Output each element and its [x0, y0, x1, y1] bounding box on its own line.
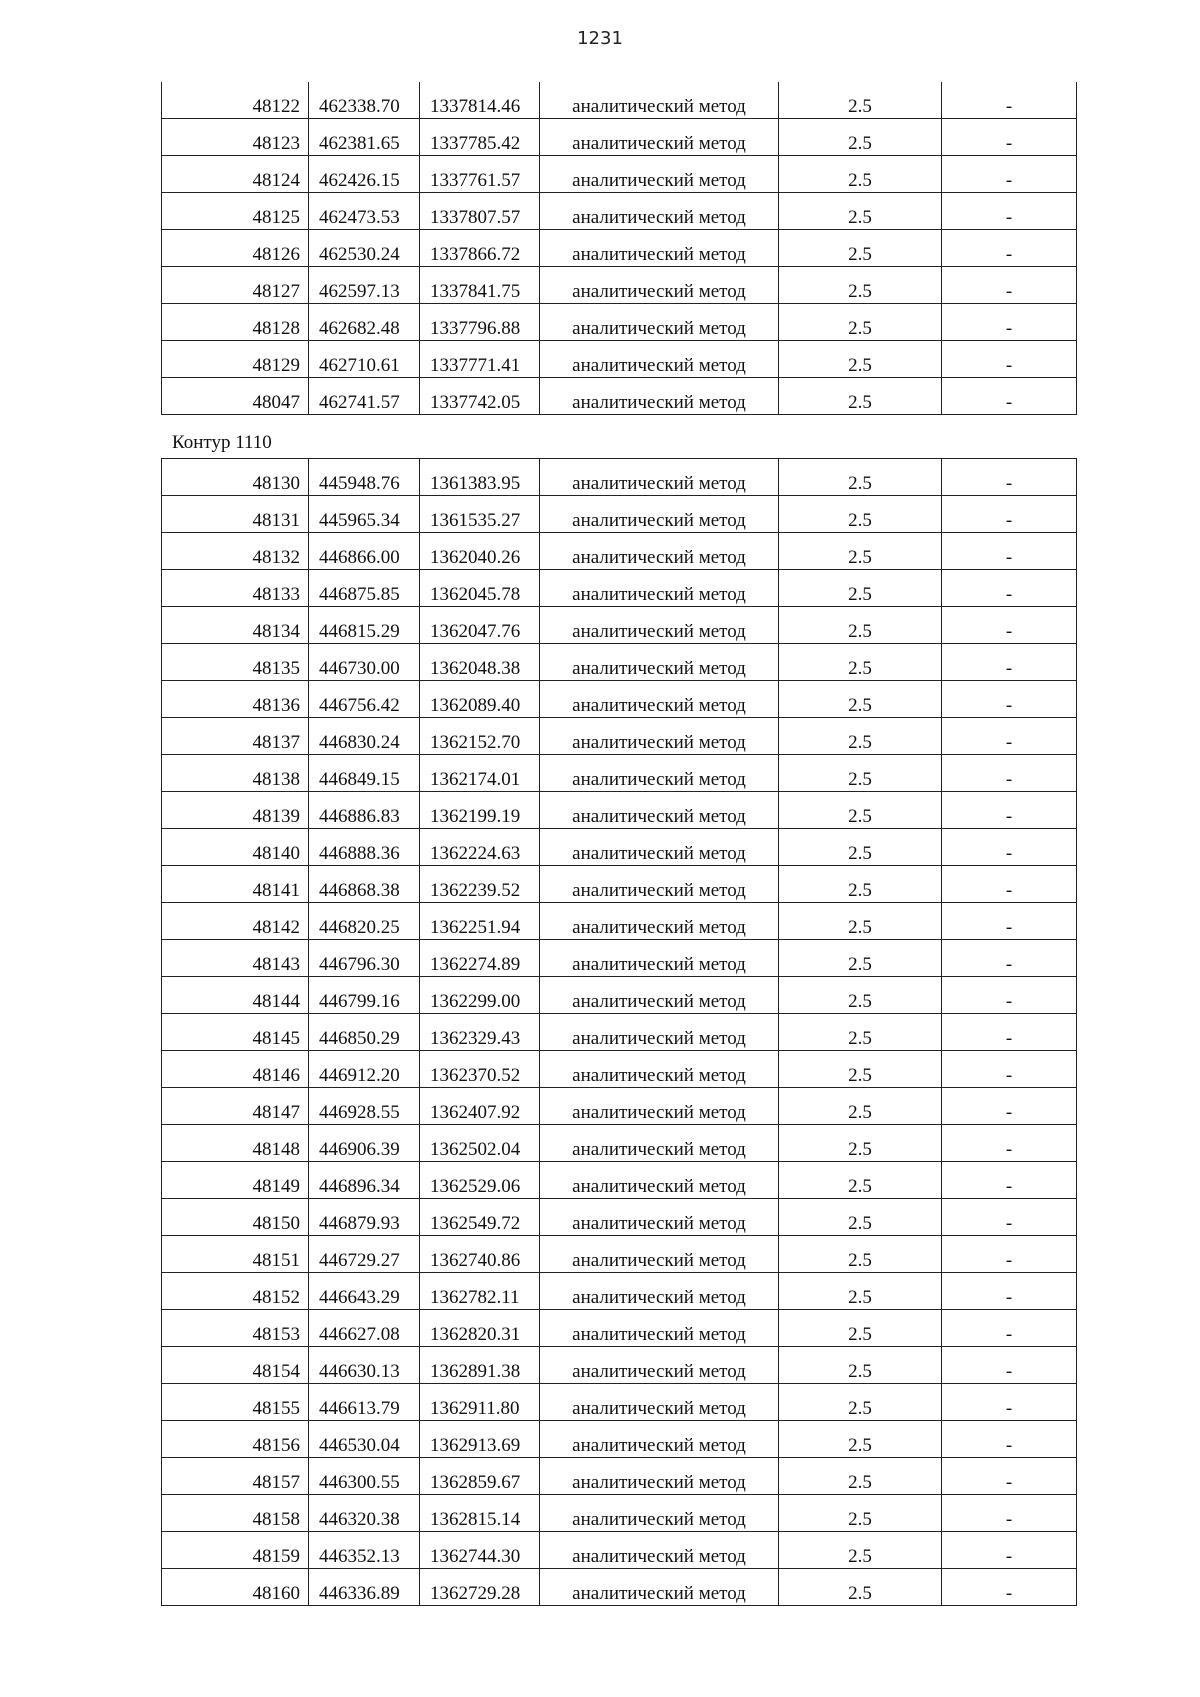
description-cell: - [942, 533, 1077, 570]
y-coordinate-cell: 1361383.95 [420, 459, 540, 496]
method-cell: аналитический метод [540, 792, 779, 829]
method-cell: аналитический метод [540, 341, 779, 378]
method-cell: аналитический метод [540, 1014, 779, 1051]
x-coordinate-cell: 446643.29 [309, 1273, 420, 1310]
method-cell: аналитический метод [540, 459, 779, 496]
y-coordinate-cell: 1362815.14 [420, 1495, 540, 1532]
table-row [162, 1421, 1077, 1458]
point-number-cell: 48142 [162, 903, 309, 940]
table-row [162, 1051, 1077, 1088]
point-number-cell: 48047 [162, 378, 309, 415]
x-coordinate-cell: 445965.34 [309, 496, 420, 533]
method-cell: аналитический метод [540, 1162, 779, 1199]
y-coordinate-cell: 1337761.57 [420, 156, 540, 193]
description-cell: - [942, 230, 1077, 267]
accuracy-cell: 2.5 [779, 1014, 942, 1051]
accuracy-cell: 2.5 [779, 1199, 942, 1236]
method-cell: аналитический метод [540, 119, 779, 156]
description-cell: - [942, 1125, 1077, 1162]
point-number-cell: 48144 [162, 977, 309, 1014]
coordinates-table-continued [161, 82, 1077, 415]
x-coordinate-cell: 446849.15 [309, 755, 420, 792]
table-row [162, 755, 1077, 792]
table-row [162, 267, 1077, 304]
method-cell: аналитический метод [540, 533, 779, 570]
contour-title: Контур 1110 [172, 432, 272, 453]
method-cell: аналитический метод [540, 977, 779, 1014]
method-cell: аналитический метод [540, 570, 779, 607]
x-coordinate-cell: 446886.83 [309, 792, 420, 829]
point-number-cell: 48134 [162, 607, 309, 644]
point-number-cell: 48150 [162, 1199, 309, 1236]
description-cell: - [942, 267, 1077, 304]
description-cell: - [942, 193, 1077, 230]
y-coordinate-cell: 1362529.06 [420, 1162, 540, 1199]
description-cell: - [942, 866, 1077, 903]
table-row [162, 1162, 1077, 1199]
description-cell: - [942, 1532, 1077, 1569]
accuracy-cell: 2.5 [779, 1458, 942, 1495]
x-coordinate-cell: 446868.38 [309, 866, 420, 903]
table-row [162, 607, 1077, 644]
y-coordinate-cell: 1362370.52 [420, 1051, 540, 1088]
x-coordinate-cell: 446896.34 [309, 1162, 420, 1199]
table-row [162, 1495, 1077, 1532]
method-cell: аналитический метод [540, 1051, 779, 1088]
point-number-cell: 48141 [162, 866, 309, 903]
description-cell: - [942, 1088, 1077, 1125]
y-coordinate-cell: 1337771.41 [420, 341, 540, 378]
description-cell: - [942, 304, 1077, 341]
description-cell: - [942, 829, 1077, 866]
y-coordinate-cell: 1337866.72 [420, 230, 540, 267]
point-number-cell: 48157 [162, 1458, 309, 1495]
table-row [162, 1532, 1077, 1569]
description-cell: - [942, 1236, 1077, 1273]
x-coordinate-cell: 446815.29 [309, 607, 420, 644]
y-coordinate-cell: 1337796.88 [420, 304, 540, 341]
table-row [162, 977, 1077, 1014]
method-cell: аналитический метод [540, 755, 779, 792]
description-cell: - [942, 903, 1077, 940]
point-number-cell: 48147 [162, 1088, 309, 1125]
y-coordinate-cell: 1362859.67 [420, 1458, 540, 1495]
y-coordinate-cell: 1362820.31 [420, 1310, 540, 1347]
point-number-cell: 48124 [162, 156, 309, 193]
accuracy-cell: 2.5 [779, 193, 942, 230]
x-coordinate-cell: 446613.79 [309, 1384, 420, 1421]
accuracy-cell: 2.5 [779, 1347, 942, 1384]
table-row [162, 459, 1077, 496]
method-cell: аналитический метод [540, 1088, 779, 1125]
point-number-cell: 48126 [162, 230, 309, 267]
x-coordinate-cell: 446627.08 [309, 1310, 420, 1347]
point-number-cell: 48146 [162, 1051, 309, 1088]
x-coordinate-cell: 446830.24 [309, 718, 420, 755]
accuracy-cell: 2.5 [779, 119, 942, 156]
point-number-cell: 48145 [162, 1014, 309, 1051]
point-number-cell: 48127 [162, 267, 309, 304]
table-row [162, 829, 1077, 866]
y-coordinate-cell: 1362152.70 [420, 718, 540, 755]
table-body [162, 459, 1077, 1606]
y-coordinate-cell: 1362048.38 [420, 644, 540, 681]
point-number-cell: 48148 [162, 1125, 309, 1162]
table-row [162, 496, 1077, 533]
method-cell: аналитический метод [540, 496, 779, 533]
y-coordinate-cell: 1337807.57 [420, 193, 540, 230]
page-number: 1231 [577, 28, 623, 49]
x-coordinate-cell: 462741.57 [309, 378, 420, 415]
y-coordinate-cell: 1362199.19 [420, 792, 540, 829]
method-cell: аналитический метод [540, 1532, 779, 1569]
point-number-cell: 48132 [162, 533, 309, 570]
y-coordinate-cell: 1362251.94 [420, 903, 540, 940]
table-row [162, 1569, 1077, 1606]
y-coordinate-cell: 1361535.27 [420, 496, 540, 533]
point-number-cell: 48152 [162, 1273, 309, 1310]
method-cell: аналитический метод [540, 866, 779, 903]
description-cell: - [942, 341, 1077, 378]
description-cell: - [942, 496, 1077, 533]
method-cell: аналитический метод [540, 718, 779, 755]
point-number-cell: 48131 [162, 496, 309, 533]
y-coordinate-cell: 1337785.42 [420, 119, 540, 156]
accuracy-cell: 2.5 [779, 1236, 942, 1273]
method-cell: аналитический метод [540, 829, 779, 866]
y-coordinate-cell: 1362782.11 [420, 1273, 540, 1310]
table-row [162, 1273, 1077, 1310]
table-body [162, 82, 1077, 415]
x-coordinate-cell: 462530.24 [309, 230, 420, 267]
point-number-cell: 48154 [162, 1347, 309, 1384]
method-cell: аналитический метод [540, 681, 779, 718]
table-row [162, 644, 1077, 681]
description-cell: - [942, 378, 1077, 415]
y-coordinate-cell: 1362744.30 [420, 1532, 540, 1569]
description-cell: - [942, 644, 1077, 681]
x-coordinate-cell: 446320.38 [309, 1495, 420, 1532]
point-number-cell: 48137 [162, 718, 309, 755]
description-cell: - [942, 156, 1077, 193]
x-coordinate-cell: 446906.39 [309, 1125, 420, 1162]
description-cell: - [942, 940, 1077, 977]
accuracy-cell: 2.5 [779, 1273, 942, 1310]
description-cell: - [942, 1458, 1077, 1495]
description-cell: - [942, 1347, 1077, 1384]
accuracy-cell: 2.5 [779, 1162, 942, 1199]
x-coordinate-cell: 445948.76 [309, 459, 420, 496]
method-cell: аналитический метод [540, 1273, 779, 1310]
accuracy-cell: 2.5 [779, 156, 942, 193]
description-cell: - [942, 119, 1077, 156]
x-coordinate-cell: 446820.25 [309, 903, 420, 940]
x-coordinate-cell: 446630.13 [309, 1347, 420, 1384]
x-coordinate-cell: 446875.85 [309, 570, 420, 607]
table-row [162, 940, 1077, 977]
x-coordinate-cell: 446336.89 [309, 1569, 420, 1606]
y-coordinate-cell: 1362502.04 [420, 1125, 540, 1162]
x-coordinate-cell: 462597.13 [309, 267, 420, 304]
method-cell: аналитический метод [540, 1495, 779, 1532]
x-coordinate-cell: 446879.93 [309, 1199, 420, 1236]
accuracy-cell: 2.5 [779, 1125, 942, 1162]
table-row [162, 119, 1077, 156]
method-cell: аналитический метод [540, 1310, 779, 1347]
accuracy-cell: 2.5 [779, 1051, 942, 1088]
accuracy-cell: 2.5 [779, 1569, 942, 1606]
point-number-cell: 48128 [162, 304, 309, 341]
method-cell: аналитический метод [540, 156, 779, 193]
accuracy-cell: 2.5 [779, 1310, 942, 1347]
x-coordinate-cell: 462338.70 [309, 82, 420, 119]
point-number-cell: 48133 [162, 570, 309, 607]
description-cell: - [942, 1051, 1077, 1088]
x-coordinate-cell: 446756.42 [309, 681, 420, 718]
y-coordinate-cell: 1362299.00 [420, 977, 540, 1014]
point-number-cell: 48130 [162, 459, 309, 496]
table-row [162, 681, 1077, 718]
table-row [162, 378, 1077, 415]
x-coordinate-cell: 446352.13 [309, 1532, 420, 1569]
x-coordinate-cell: 446912.20 [309, 1051, 420, 1088]
x-coordinate-cell: 446730.00 [309, 644, 420, 681]
table-row [162, 1125, 1077, 1162]
accuracy-cell: 2.5 [779, 570, 942, 607]
description-cell: - [942, 570, 1077, 607]
description-cell: - [942, 1421, 1077, 1458]
method-cell: аналитический метод [540, 1347, 779, 1384]
table-row [162, 1458, 1077, 1495]
accuracy-cell: 2.5 [779, 378, 942, 415]
point-number-cell: 48153 [162, 1310, 309, 1347]
point-number-cell: 48159 [162, 1532, 309, 1569]
x-coordinate-cell: 446530.04 [309, 1421, 420, 1458]
method-cell: аналитический метод [540, 378, 779, 415]
y-coordinate-cell: 1362047.76 [420, 607, 540, 644]
table-row [162, 1310, 1077, 1347]
description-cell: - [942, 681, 1077, 718]
description-cell: - [942, 1014, 1077, 1051]
x-coordinate-cell: 462682.48 [309, 304, 420, 341]
accuracy-cell: 2.5 [779, 681, 942, 718]
method-cell: аналитический метод [540, 193, 779, 230]
point-number-cell: 48138 [162, 755, 309, 792]
accuracy-cell: 2.5 [779, 1495, 942, 1532]
method-cell: аналитический метод [540, 1384, 779, 1421]
y-coordinate-cell: 1337742.05 [420, 378, 540, 415]
y-coordinate-cell: 1362911.80 [420, 1384, 540, 1421]
y-coordinate-cell: 1362174.01 [420, 755, 540, 792]
method-cell: аналитический метод [540, 230, 779, 267]
accuracy-cell: 2.5 [779, 1384, 942, 1421]
description-cell: - [942, 755, 1077, 792]
table-row [162, 1236, 1077, 1273]
method-cell: аналитический метод [540, 1458, 779, 1495]
accuracy-cell: 2.5 [779, 903, 942, 940]
y-coordinate-cell: 1362040.26 [420, 533, 540, 570]
point-number-cell: 48160 [162, 1569, 309, 1606]
x-coordinate-cell: 462426.15 [309, 156, 420, 193]
description-cell: - [942, 1310, 1077, 1347]
table-row [162, 1088, 1077, 1125]
description-cell: - [942, 1199, 1077, 1236]
accuracy-cell: 2.5 [779, 459, 942, 496]
description-cell: - [942, 1495, 1077, 1532]
accuracy-cell: 2.5 [779, 341, 942, 378]
table-row [162, 866, 1077, 903]
y-coordinate-cell: 1362913.69 [420, 1421, 540, 1458]
table-row [162, 570, 1077, 607]
y-coordinate-cell: 1362045.78 [420, 570, 540, 607]
y-coordinate-cell: 1362891.38 [420, 1347, 540, 1384]
description-cell: - [942, 607, 1077, 644]
method-cell: аналитический метод [540, 1569, 779, 1606]
point-number-cell: 48136 [162, 681, 309, 718]
point-number-cell: 48122 [162, 82, 309, 119]
table-row [162, 1347, 1077, 1384]
accuracy-cell: 2.5 [779, 792, 942, 829]
accuracy-cell: 2.5 [779, 267, 942, 304]
table-row [162, 1384, 1077, 1421]
accuracy-cell: 2.5 [779, 866, 942, 903]
method-cell: аналитический метод [540, 940, 779, 977]
description-cell: - [942, 1273, 1077, 1310]
x-coordinate-cell: 446796.30 [309, 940, 420, 977]
y-coordinate-cell: 1362549.72 [420, 1199, 540, 1236]
accuracy-cell: 2.5 [779, 718, 942, 755]
point-number-cell: 48151 [162, 1236, 309, 1273]
accuracy-cell: 2.5 [779, 755, 942, 792]
y-coordinate-cell: 1337814.46 [420, 82, 540, 119]
x-coordinate-cell: 462473.53 [309, 193, 420, 230]
x-coordinate-cell: 446866.00 [309, 533, 420, 570]
table-row [162, 341, 1077, 378]
x-coordinate-cell: 462381.65 [309, 119, 420, 156]
accuracy-cell: 2.5 [779, 82, 942, 119]
method-cell: аналитический метод [540, 903, 779, 940]
x-coordinate-cell: 462710.61 [309, 341, 420, 378]
table-row [162, 230, 1077, 267]
method-cell: аналитический метод [540, 267, 779, 304]
accuracy-cell: 2.5 [779, 304, 942, 341]
accuracy-cell: 2.5 [779, 230, 942, 267]
method-cell: аналитический метод [540, 1199, 779, 1236]
point-number-cell: 48158 [162, 1495, 309, 1532]
y-coordinate-cell: 1362089.40 [420, 681, 540, 718]
table-row [162, 1014, 1077, 1051]
y-coordinate-cell: 1362274.89 [420, 940, 540, 977]
x-coordinate-cell: 446850.29 [309, 1014, 420, 1051]
point-number-cell: 48143 [162, 940, 309, 977]
table-row [162, 1199, 1077, 1236]
point-number-cell: 48155 [162, 1384, 309, 1421]
table-row [162, 156, 1077, 193]
method-cell: аналитический метод [540, 1421, 779, 1458]
y-coordinate-cell: 1362740.86 [420, 1236, 540, 1273]
table-row [162, 82, 1077, 119]
table-row [162, 193, 1077, 230]
accuracy-cell: 2.5 [779, 977, 942, 1014]
description-cell: - [942, 1162, 1077, 1199]
point-number-cell: 48135 [162, 644, 309, 681]
accuracy-cell: 2.5 [779, 1421, 942, 1458]
method-cell: аналитический метод [540, 304, 779, 341]
description-cell: - [942, 792, 1077, 829]
y-coordinate-cell: 1362729.28 [420, 1569, 540, 1606]
accuracy-cell: 2.5 [779, 1088, 942, 1125]
description-cell: - [942, 459, 1077, 496]
method-cell: аналитический метод [540, 607, 779, 644]
y-coordinate-cell: 1337841.75 [420, 267, 540, 304]
method-cell: аналитический метод [540, 644, 779, 681]
y-coordinate-cell: 1362224.63 [420, 829, 540, 866]
point-number-cell: 48149 [162, 1162, 309, 1199]
point-number-cell: 48125 [162, 193, 309, 230]
accuracy-cell: 2.5 [779, 940, 942, 977]
accuracy-cell: 2.5 [779, 496, 942, 533]
point-number-cell: 48129 [162, 341, 309, 378]
table-row [162, 792, 1077, 829]
table-row [162, 718, 1077, 755]
x-coordinate-cell: 446799.16 [309, 977, 420, 1014]
y-coordinate-cell: 1362407.92 [420, 1088, 540, 1125]
x-coordinate-cell: 446888.36 [309, 829, 420, 866]
accuracy-cell: 2.5 [779, 533, 942, 570]
table-row [162, 304, 1077, 341]
y-coordinate-cell: 1362239.52 [420, 866, 540, 903]
point-number-cell: 48139 [162, 792, 309, 829]
description-cell: - [942, 1569, 1077, 1606]
method-cell: аналитический метод [540, 1125, 779, 1162]
method-cell: аналитический метод [540, 1236, 779, 1273]
table-row [162, 533, 1077, 570]
x-coordinate-cell: 446928.55 [309, 1088, 420, 1125]
accuracy-cell: 2.5 [779, 1532, 942, 1569]
description-cell: - [942, 1384, 1077, 1421]
method-cell: аналитический метод [540, 82, 779, 119]
point-number-cell: 48156 [162, 1421, 309, 1458]
description-cell: - [942, 82, 1077, 119]
accuracy-cell: 2.5 [779, 644, 942, 681]
accuracy-cell: 2.5 [779, 607, 942, 644]
y-coordinate-cell: 1362329.43 [420, 1014, 540, 1051]
table-row [162, 903, 1077, 940]
description-cell: - [942, 718, 1077, 755]
x-coordinate-cell: 446729.27 [309, 1236, 420, 1273]
x-coordinate-cell: 446300.55 [309, 1458, 420, 1495]
description-cell: - [942, 977, 1077, 1014]
point-number-cell: 48140 [162, 829, 309, 866]
coordinates-table-contour [161, 458, 1077, 1606]
accuracy-cell: 2.5 [779, 829, 942, 866]
point-number-cell: 48123 [162, 119, 309, 156]
